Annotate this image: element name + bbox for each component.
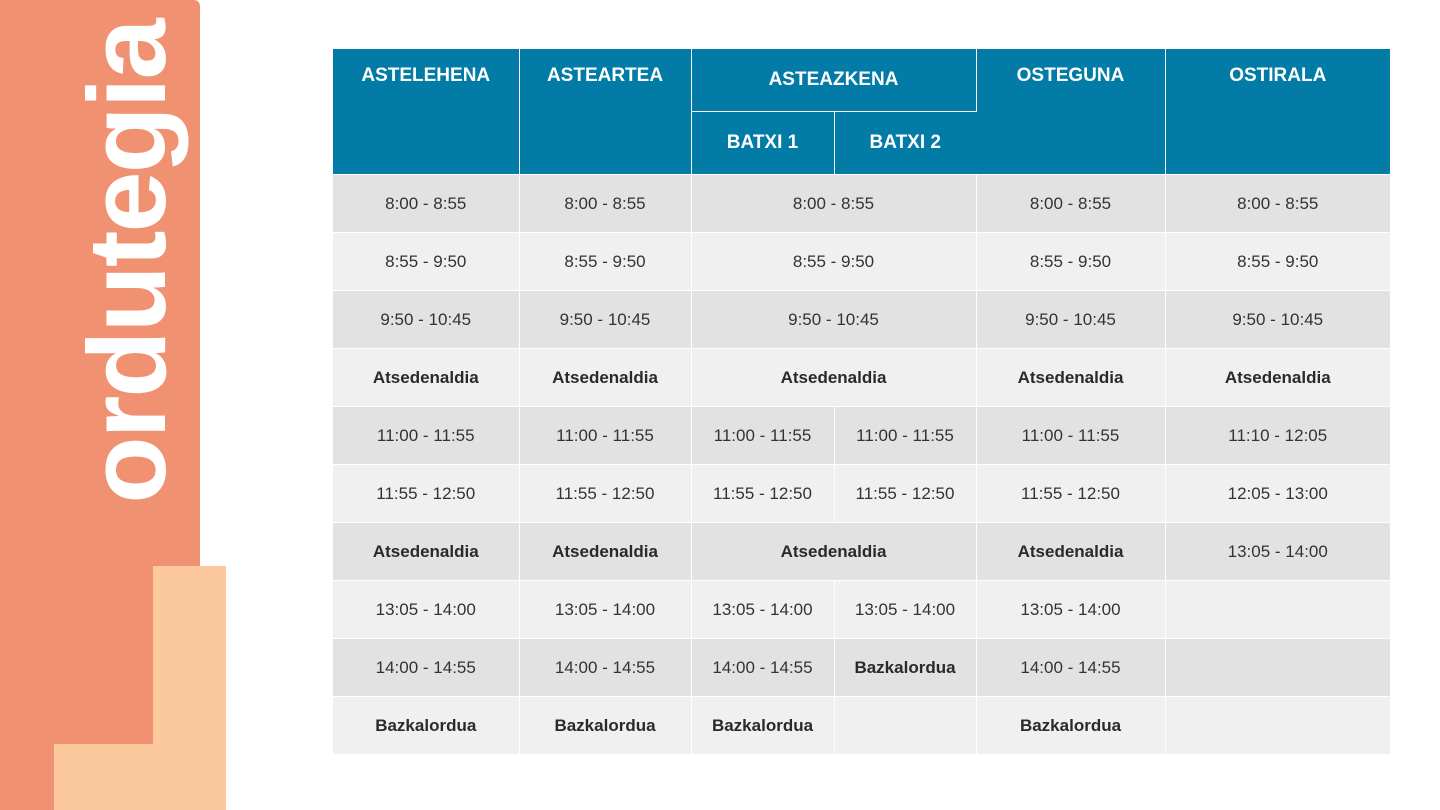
header-wednesday: ASTEAZKENA bbox=[691, 49, 976, 112]
cell-thursday: 13:05 - 14:00 bbox=[976, 581, 1165, 639]
cell-tuesday: Atsedenaldia bbox=[519, 523, 691, 581]
table-row bbox=[333, 175, 1390, 233]
cell-monday: 8:00 - 8:55 bbox=[333, 175, 519, 233]
cell-friday: 12:05 - 13:00 bbox=[1165, 465, 1390, 523]
header-friday: OSTIRALA bbox=[1165, 49, 1390, 175]
header-thursday: OSTEGUNA bbox=[976, 49, 1165, 175]
table-row bbox=[333, 465, 1390, 523]
cell-wednesday-batxi-1: 13:05 - 14:00 bbox=[691, 581, 834, 639]
cell-wednesday-batxi-2: Bazkalordua bbox=[834, 639, 976, 697]
cell-monday: 11:00 - 11:55 bbox=[333, 407, 519, 465]
cell-monday: Bazkalordua bbox=[333, 697, 519, 755]
header-batxi-2: BATXI 2 bbox=[834, 112, 976, 175]
cell-friday bbox=[1165, 697, 1390, 755]
table-row bbox=[333, 407, 1390, 465]
decor-block bbox=[54, 744, 226, 810]
cell-thursday: 11:00 - 11:55 bbox=[976, 407, 1165, 465]
cell-tuesday: 11:00 - 11:55 bbox=[519, 407, 691, 465]
cell-thursday: 14:00 - 14:55 bbox=[976, 639, 1165, 697]
cell-monday: Atsedenaldia bbox=[333, 523, 519, 581]
page-title: ordutegia bbox=[66, 20, 189, 504]
cell-wednesday-batxi-2: 13:05 - 14:00 bbox=[834, 581, 976, 639]
header-tuesday: ASTEARTEA bbox=[519, 49, 691, 175]
cell-wednesday: 8:00 - 8:55 bbox=[691, 175, 976, 233]
cell-friday: 13:05 - 14:00 bbox=[1165, 523, 1390, 581]
cell-wednesday-batxi-1: Bazkalordua bbox=[691, 697, 834, 755]
cell-friday: 8:55 - 9:50 bbox=[1165, 233, 1390, 291]
cell-friday bbox=[1165, 581, 1390, 639]
cell-monday: 14:00 - 14:55 bbox=[333, 639, 519, 697]
cell-monday: Atsedenaldia bbox=[333, 349, 519, 407]
cell-friday: 11:10 - 12:05 bbox=[1165, 407, 1390, 465]
cell-friday bbox=[1165, 639, 1390, 697]
cell-thursday: 8:55 - 9:50 bbox=[976, 233, 1165, 291]
table-row bbox=[333, 523, 1390, 581]
table-row bbox=[333, 697, 1390, 755]
cell-wednesday-batxi-1: 14:00 - 14:55 bbox=[691, 639, 834, 697]
cell-thursday: 9:50 - 10:45 bbox=[976, 291, 1165, 349]
cell-tuesday: 13:05 - 14:00 bbox=[519, 581, 691, 639]
cell-monday: 9:50 - 10:45 bbox=[333, 291, 519, 349]
cell-tuesday: 14:00 - 14:55 bbox=[519, 639, 691, 697]
cell-thursday: Atsedenaldia bbox=[976, 523, 1165, 581]
cell-wednesday-batxi-2: 11:55 - 12:50 bbox=[834, 465, 976, 523]
cell-friday: 8:00 - 8:55 bbox=[1165, 175, 1390, 233]
cell-monday: 11:55 - 12:50 bbox=[333, 465, 519, 523]
cell-wednesday-batxi-1: 11:00 - 11:55 bbox=[691, 407, 834, 465]
header-batxi-1: BATXI 1 bbox=[691, 112, 834, 175]
cell-tuesday: Atsedenaldia bbox=[519, 349, 691, 407]
cell-monday: 8:55 - 9:50 bbox=[333, 233, 519, 291]
schedule-table bbox=[333, 49, 1390, 755]
cell-thursday: 11:55 - 12:50 bbox=[976, 465, 1165, 523]
cell-thursday: Atsedenaldia bbox=[976, 349, 1165, 407]
table-row bbox=[333, 581, 1390, 639]
cell-tuesday: 11:55 - 12:50 bbox=[519, 465, 691, 523]
cell-wednesday: Atsedenaldia bbox=[691, 523, 976, 581]
cell-tuesday: 9:50 - 10:45 bbox=[519, 291, 691, 349]
cell-wednesday-batxi-2 bbox=[834, 697, 976, 755]
cell-tuesday: Bazkalordua bbox=[519, 697, 691, 755]
table-row bbox=[333, 291, 1390, 349]
table-row bbox=[333, 349, 1390, 407]
cell-friday: Atsedenaldia bbox=[1165, 349, 1390, 407]
cell-tuesday: 8:55 - 9:50 bbox=[519, 233, 691, 291]
table-row bbox=[333, 639, 1390, 697]
cell-tuesday: 8:00 - 8:55 bbox=[519, 175, 691, 233]
header-monday: ASTELEHENA bbox=[333, 49, 519, 175]
cell-thursday: 8:00 - 8:55 bbox=[976, 175, 1165, 233]
table-row bbox=[333, 233, 1390, 291]
cell-wednesday: 8:55 - 9:50 bbox=[691, 233, 976, 291]
cell-monday: 13:05 - 14:00 bbox=[333, 581, 519, 639]
cell-friday: 9:50 - 10:45 bbox=[1165, 291, 1390, 349]
cell-wednesday: 9:50 - 10:45 bbox=[691, 291, 976, 349]
cell-thursday: Bazkalordua bbox=[976, 697, 1165, 755]
cell-wednesday-batxi-2: 11:00 - 11:55 bbox=[834, 407, 976, 465]
cell-wednesday-batxi-1: 11:55 - 12:50 bbox=[691, 465, 834, 523]
cell-wednesday: Atsedenaldia bbox=[691, 349, 976, 407]
